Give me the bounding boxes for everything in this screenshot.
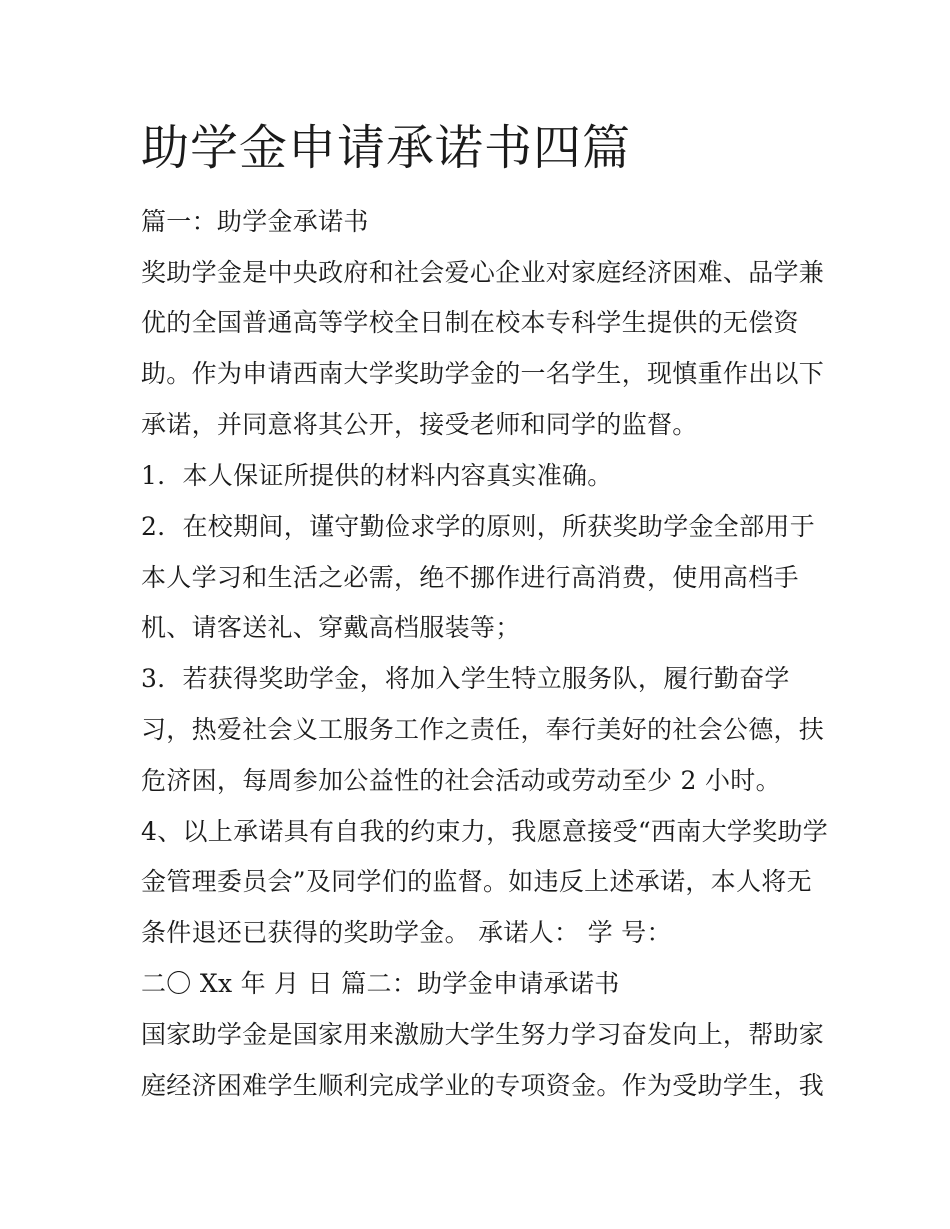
paragraph-line: 习，热爱社会义工服务工作之责任，奉行美好的社会公德，扶 xyxy=(141,715,825,744)
paragraph-line: 本人学习和生活之必需，绝不挪作进行高消费，使用高档手 xyxy=(141,563,799,592)
paragraph-line: 机、请客送礼、穿戴高档服装等； xyxy=(141,613,521,642)
paragraph-line: 金管理委员会”及同学们的监督。如违反上述承诺，本人将无 xyxy=(141,867,812,896)
commitment-item-1: 1．本人保证所提供的材料内容真实准确。 xyxy=(141,461,613,490)
paragraph-line: 奖助学金是中央政府和社会爱心企业对家庭经济困难、品学兼 xyxy=(141,258,825,287)
commitment-item-4: 4、以上承诺具有自我的约束力，我愿意接受“西南大学奖助学 xyxy=(141,817,829,846)
paragraph-line: 助。作为申请西南大学奖助学金的一名学生，现慎重作出以下 xyxy=(141,359,825,388)
paragraph-line: 危济困，每周参加公益性的社会活动或劳动至少 2 小时。 xyxy=(141,766,781,795)
paragraph-line: 庭经济困难学生顺利完成学业的专项资金。作为受助学生，我 xyxy=(141,1071,825,1100)
document-title: 助学金申请承诺书四篇 xyxy=(141,120,632,176)
section-heading-1: 篇一：助学金承诺书 xyxy=(141,207,369,236)
paragraph-line: 承诺，并同意将其公开，接受老师和同学的监督。 xyxy=(141,410,698,439)
paragraph-line: 国家助学金是国家用来激励大学生努力学习奋发向上，帮助家 xyxy=(141,1020,825,1049)
date-and-section-heading-2: 二〇 Xx 年 月 日 篇二：助学金申请承诺书 xyxy=(141,969,620,998)
signature-line: 条件退还已获得的奖助学金。 承诺人： 学 号： xyxy=(141,918,672,947)
commitment-item-3: 3．若获得奖助学金，将加入学生特立服务队，履行勤奋学 xyxy=(141,664,790,693)
commitment-item-2: 2．在校期间，谨守勤俭求学的原则，所获奖助学金全部用于 xyxy=(141,512,816,541)
paragraph-line: 优的全国普通高等学校全日制在校本专科学生提供的无偿资 xyxy=(141,308,799,337)
